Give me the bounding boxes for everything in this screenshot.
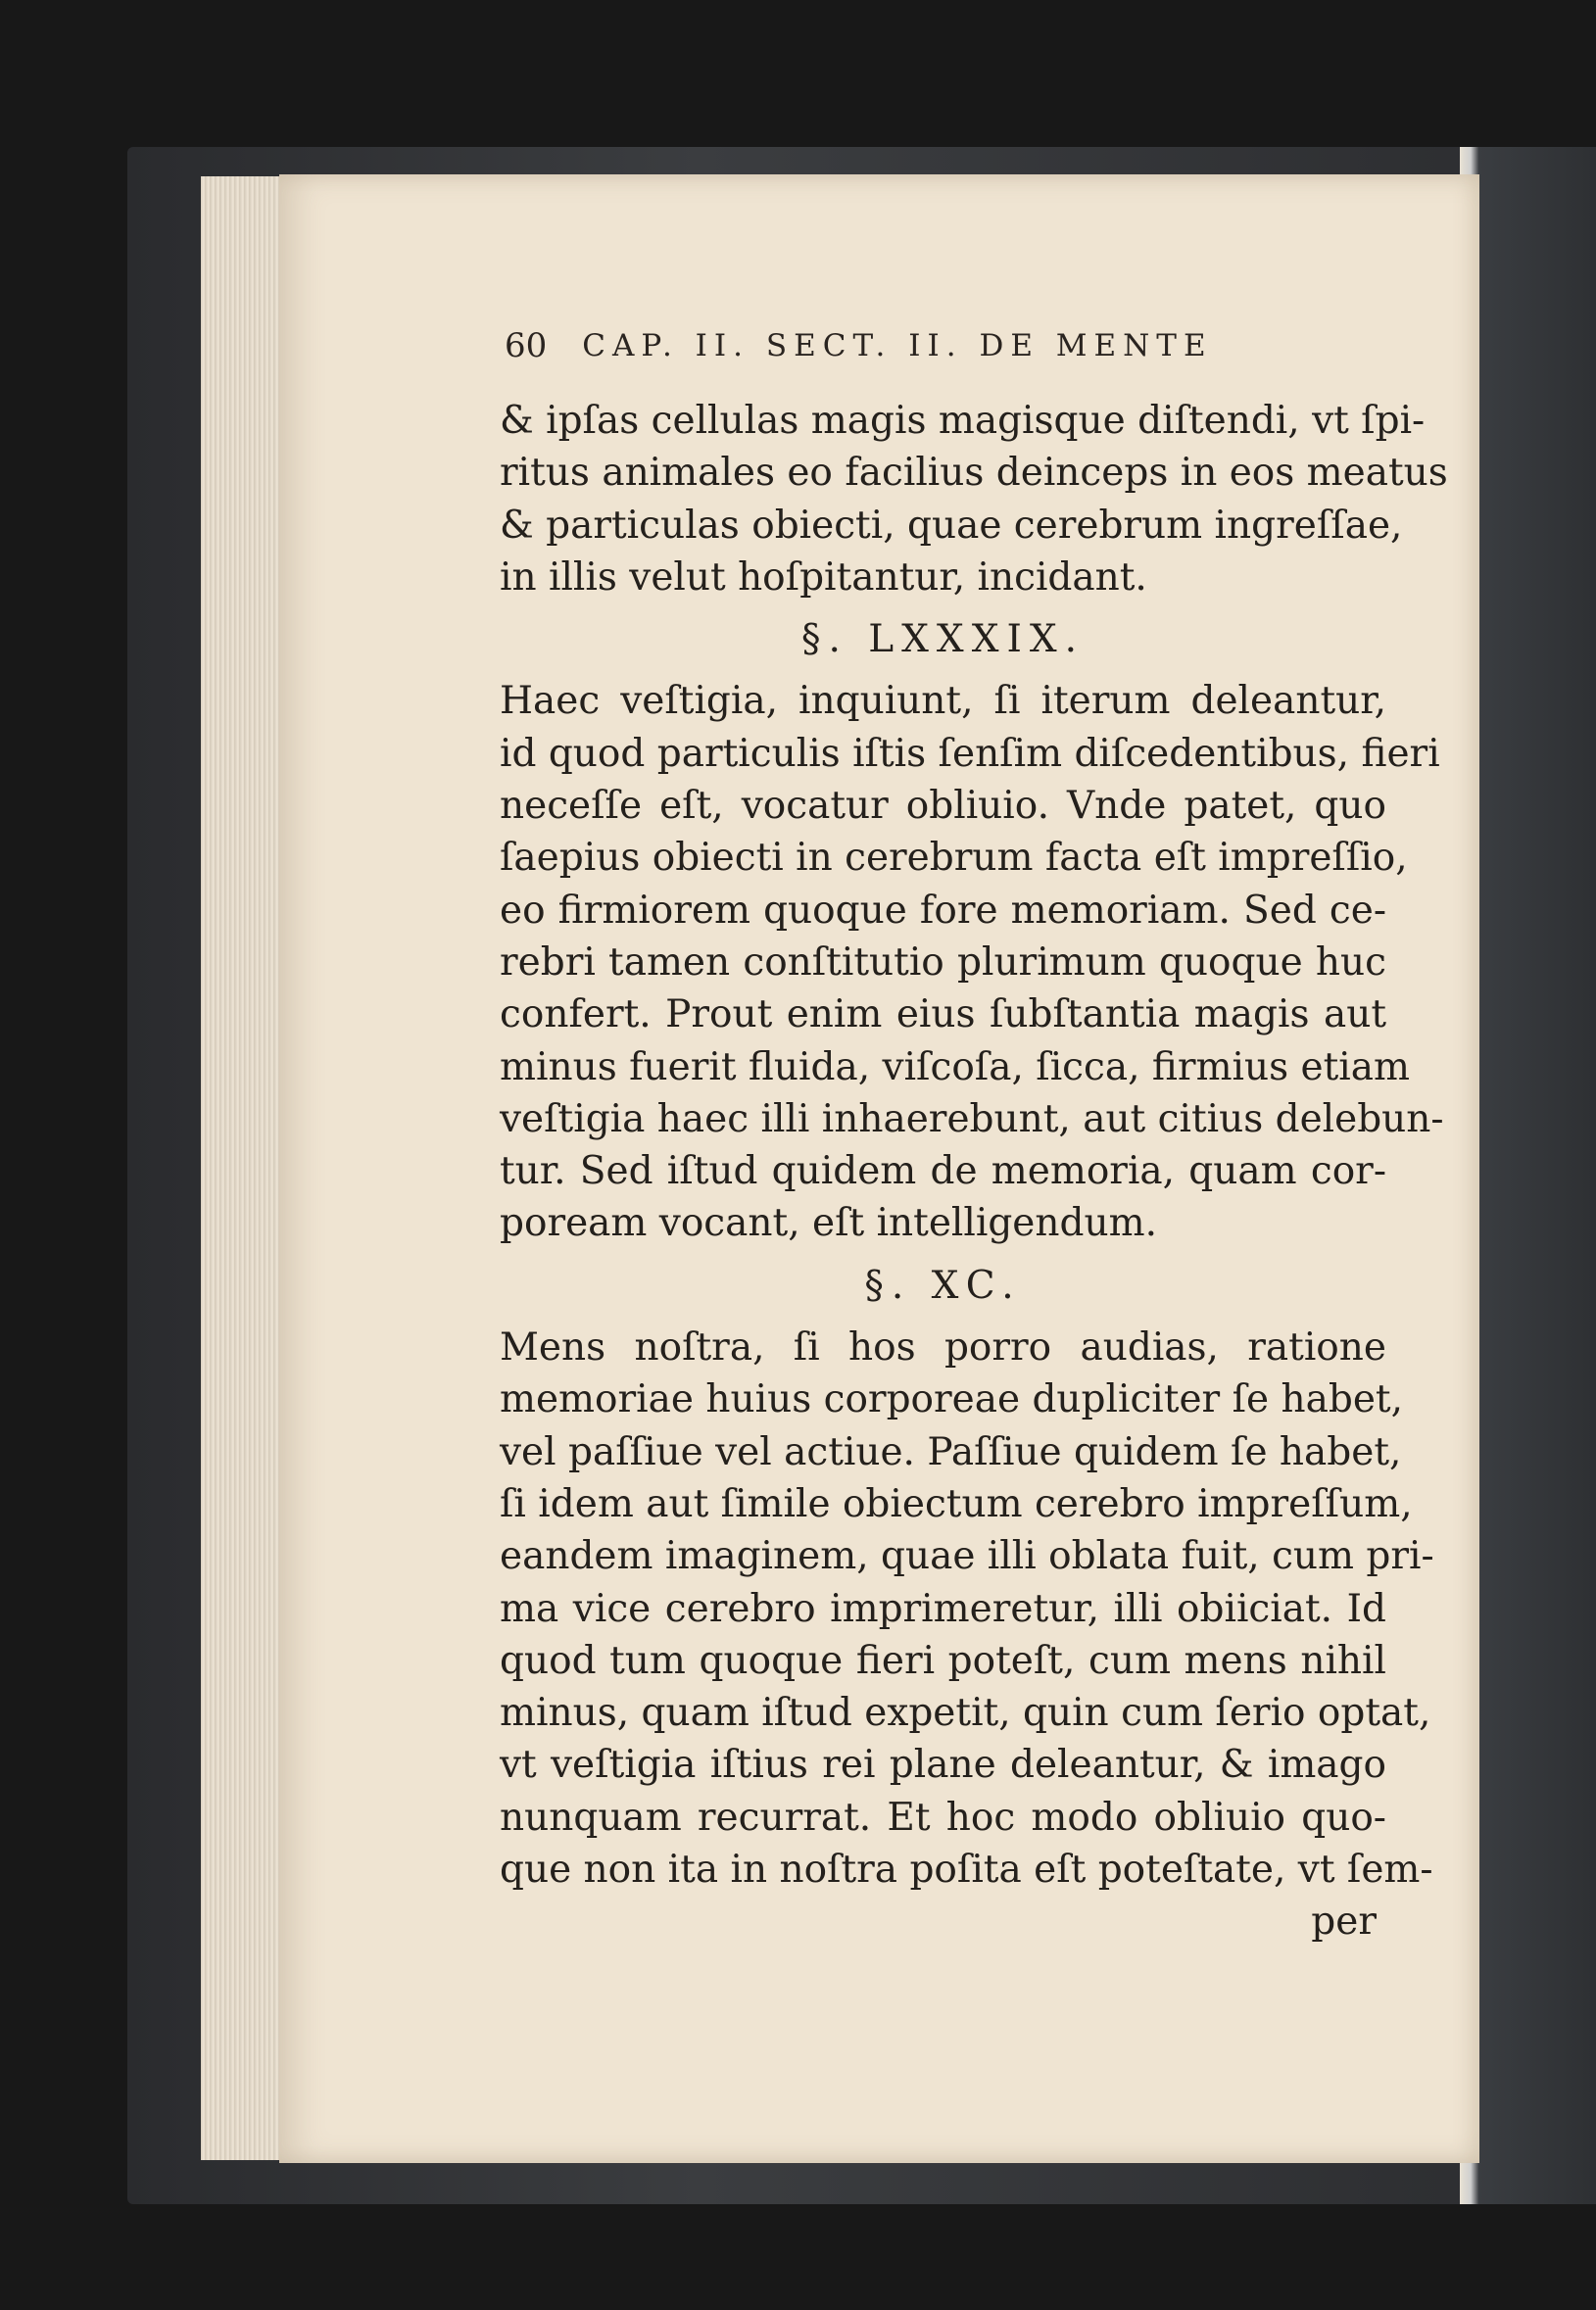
text-line: vel paſſiue vel actiue. Paſſiue quidem ſe habet, <box>500 1429 1402 1474</box>
text-line: ma vice cerebro imprimeretur, illi obiiciat. Id <box>500 1586 1386 1631</box>
paragraph-section-90 <box>500 1322 1434 1896</box>
text-line: vt veſtigia iſtius rei plane deleantur, & imago <box>500 1743 1386 1788</box>
section-heading-90: §. XC. <box>864 1263 1022 1308</box>
text-line: memoriae huius corporeae dupliciter ſe habet, <box>500 1377 1403 1422</box>
facing-page-edge <box>1460 147 1596 2204</box>
book-page <box>279 174 1479 2163</box>
text-line: rebri tamen conſtitutio plurimum quoque huc <box>500 939 1386 985</box>
paragraph-section-89 <box>500 675 1444 1249</box>
text-line: neceſſe eſt, vocatur obliuio. Vnde patet, quo <box>500 784 1386 829</box>
paragraph-intro <box>500 395 1448 603</box>
text-line: Mens noſtra, ſi hos porro audias, ratione <box>500 1325 1386 1371</box>
text-line: ſaepius obiecti in cerebrum facta eſt impreſſio, <box>500 836 1408 881</box>
text-line: veſtigia haec illi inhaerebunt, aut citius delebun- <box>500 1096 1444 1141</box>
text-line: que non ita in noſtra poſita eſt poteſtate, vt ſem- <box>500 1848 1433 1893</box>
text-line: ritus animales eo facilius deinceps in eos meatus <box>500 451 1448 496</box>
text-line: poream vocant, eſt intelligendum. <box>500 1201 1157 1246</box>
running-title: CAP. II. SECT. II. DE MENTE <box>582 328 1213 363</box>
text-line: ſi idem aut ſimile obiectum cerebro impreſſum, <box>500 1481 1413 1526</box>
text-line: id quod particulis iſtis ſenſim diſcedentibus, fieri <box>500 731 1440 776</box>
text-line: nunquam recurrat. Et hoc modo obliuio quo- <box>500 1795 1386 1840</box>
text-line: & ipſas cellulas magis magisque diſtendi, vt ſpi- <box>500 399 1426 443</box>
text-line: minus fuerit fluida, viſcoſa, ſicca, firmius etiam <box>500 1044 1411 1089</box>
text-line: in illis velut hoſpitantur, incidant. <box>500 554 1147 600</box>
text-line: quod tum quoque fieri poteſt, cum mens nihil <box>500 1638 1386 1683</box>
text-line: eo firmiorem quoque fore memoriam. Sed ce- <box>500 888 1386 933</box>
text-line: confert. Prout enim eius ſubſtantia magis aut <box>500 992 1386 1037</box>
section-heading-89: §. LXXXIX. <box>800 617 1086 662</box>
running-header <box>505 321 1347 370</box>
page-number: 60 <box>505 326 548 365</box>
text-line: eandem imaginem, quae illi oblata fuit, cum pri- <box>500 1534 1434 1579</box>
text-line: tur. Sed iſtud quidem de memoria, quam cor- <box>500 1149 1386 1194</box>
catchword: per <box>1311 1900 1377 1945</box>
text-column <box>500 395 1448 1949</box>
text-line: minus, quam iſtud expetit, quin cum ſerio optat, <box>500 1691 1431 1736</box>
page-block-edge <box>201 176 289 2160</box>
text-line: Haec veſtigia, inquiunt, ſi iterum deleantur, <box>500 679 1386 724</box>
text-line: & particulas obiecti, quae cerebrum ingreſſae, <box>500 503 1403 548</box>
